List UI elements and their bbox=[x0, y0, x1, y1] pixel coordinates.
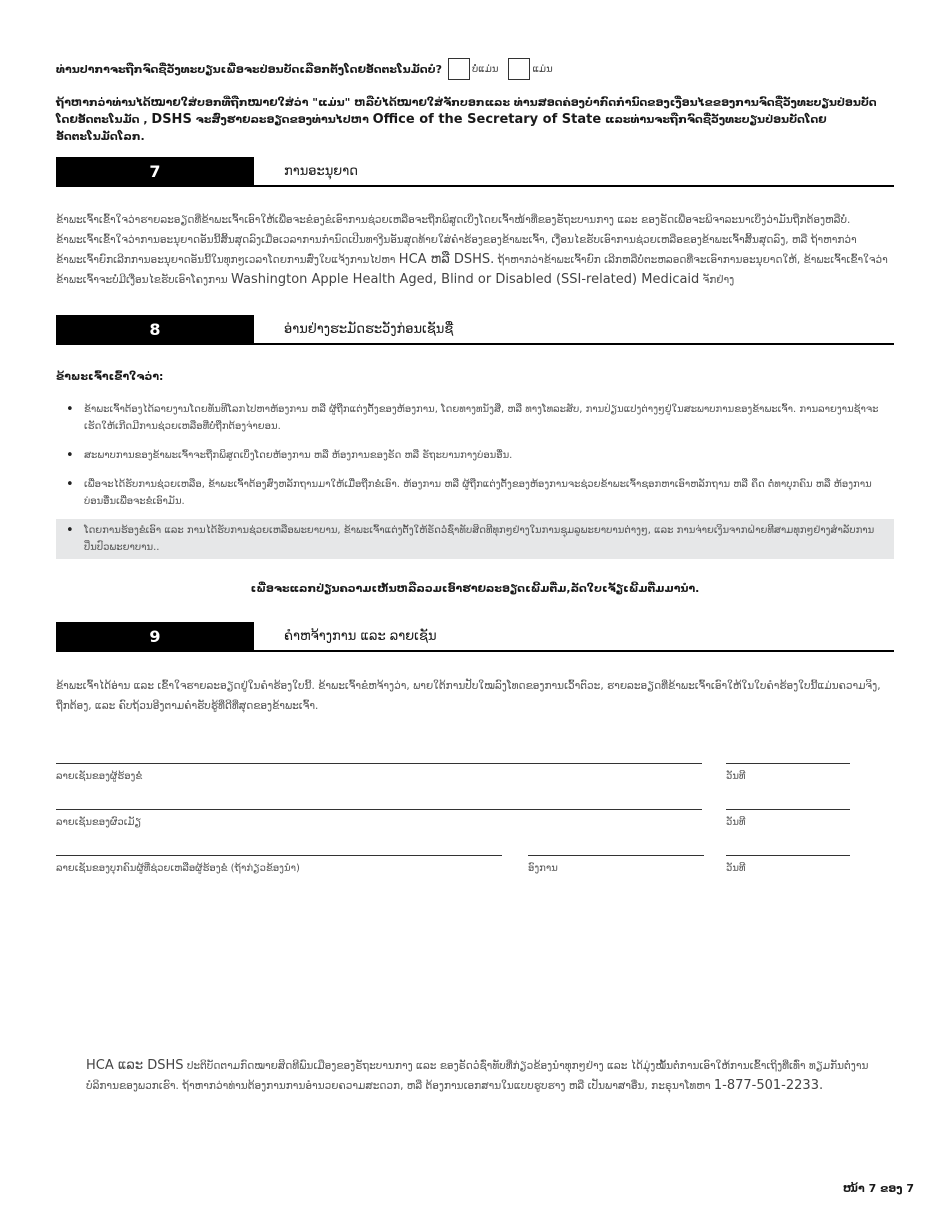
question-text: ທ່ານປາກາຈະຖືກຈົດຊື່ວັງທະບຽນເພື່ອຈະປ່ອນບັດເລືອກຕັ້ງໂດຍອັດຕະໂນມັດບໍ? bbox=[56, 62, 443, 76]
note-text-b: ຈະສົ່ງຮາຍລະອຽດຂອງທ່ານໄປຫາ bbox=[195, 113, 369, 126]
helper-date-line[interactable] bbox=[726, 855, 850, 856]
helper-date-label: ວັນທີ bbox=[726, 863, 746, 874]
helper-signature-line[interactable] bbox=[56, 855, 502, 856]
list-item: • ສະພາບການຂອງຂ້າພະເຈົ້າຈະຖືກພິສູດເບິ່ງໂດຍຫ້ອງການ ຫລື ຫ້ອງການຂອງຣັດ ຫລື ຣັຖະບານກາງບ່ອນອື່ນ. bbox=[56, 444, 894, 467]
applicant-signature-line[interactable] bbox=[56, 763, 702, 764]
spouse-date-label: ວັນທີ bbox=[726, 817, 746, 828]
voter-registration-note bbox=[56, 94, 886, 145]
declaration-paragraph: ຂ້າພະເຈົ້າໄດ້ອ່ານ ແລະ ເຂົ້າໃຈຮາຍລະອຽດຢູ່ໃນຄໍາຮ້ອງໃບນີ້. ຂ້າພະເຈົ້າຂໍຫຈ້າງວ່າ, ພາຍໃຕ້ການປັບໃໝລົງໂທດຂອງການເວົ້າຕົວະ, ຮາຍລະອຽດທີ່ຂ້າພະເຈົ້າເອົາໃຫ້ໃນໃບຄໍາຮ້ອງໃບນີ້ແມ່ນຄວາມຈິງ, ຖືກຕ້ອງ, ແລະ ຄົບຖ້ວນອີງຕາມຄໍາຮັບຮູ້ທີ່ດີທີ່ສຸດຂອງຂ້າພະເຈົ້າ. bbox=[56, 680, 881, 712]
list-item: • ເພື່ອຈະໄດ້ຮັບການຊ່ວຍເຫລືອ, ຂ້າພະເຈົ້າຕ້ອງສົ່ງຫລັກຖານມາໃຫ້ເມື່ອຖືກຂໍເອົາ. ຫ້ອງການ ຫລື ຜູ້ຖືກແຕ່ງຕັ້ງຂອງຫ້ອງການຈະຊ່ວຍຂ້າພະເຈົ້າຊອກຫາເອົາຫລັກຖານ ຫລື ຄຶດ ຕໍ່ທາບຸກຄົນ ຫລື ຫ້ອງການບ່ອນອື່ນເພື່ອຈະຂໍເອົາມັນ. bbox=[56, 473, 894, 513]
understanding-list bbox=[56, 398, 894, 565]
applicant-signature-label: ລາຍເຊັນຂອງຜູ້ຮ້ອງຂໍ bbox=[56, 771, 143, 782]
spouse-signature-line[interactable] bbox=[56, 809, 702, 810]
spouse-signature-label: ລາຍເຊັນຂອງຜົວເມັຽ bbox=[56, 817, 142, 828]
list-item: • ຂ້າພະເຈົ້າຕ້ອງໄດ້ລາຍງານໂດຍທັນທີໂລກໄປຫາຫ້ອງການ ຫລື ຜູ້ຖືກແຕ່ງຕັ້ງຂອງຫ້ອງການ, ໂດຍທາງທນັງສື, ຫລື ທາງໂທລະສັບ, ການປ່ຽນແປງຕ່າງໆຢູ່ໃນສະພາບການຂອງຂ້າພະເຈົ້າ. ການລາຍງານຊ້າຈະເຮັດໃຫ້ເກີດມີການຊ່ວຍເຫລືອທີ່ບໍ່ຖືກຕ້ອງຈ່າຍອນ. bbox=[56, 398, 894, 438]
authorization-org: HCA ຫລື DSHS. bbox=[398, 252, 495, 267]
auto-voter-registration-question bbox=[56, 58, 557, 80]
helper-signature-label: ລາຍເຊັນຂອງບຸກຄົນຜູ້ທີ່ຊ່ວຍເຫລືອຜູ້ຮ້ອງຂໍ (ຖ້າກ່ຽວຂ້ອງນໍາ) bbox=[56, 863, 300, 874]
spouse-date-line[interactable] bbox=[726, 809, 850, 810]
section-title: ອ່ານຢ່າງຮະມັດຮະວັງກ່ອນເຊັນຊື່ bbox=[284, 321, 454, 337]
applicant-date-line[interactable] bbox=[726, 763, 850, 764]
yes-checkbox-label: ບໍ່ແມ່ນ bbox=[472, 63, 499, 75]
authorization-paragraph bbox=[56, 210, 896, 290]
yes-checkbox[interactable] bbox=[448, 58, 470, 80]
footer-text: ປະຕິບັດຕາມກົດໝາຍສິດທີພົນເມືອງຂອງຣັຖະບານກາງ ແລະ ຂອງຣັດວໍຊົ່າທັບທີ່ກ່ຽວຂ້ອງນໍາທຸກໆຢ່າງ ແລະ ໄດ້ມຸ່ງໝັ້ນຕໍ່ການເອົາໃຫ້ການເຂົ້າເຖິງທີ່ເທົ່າ ທຽມກັນຕໍ່ງານບໍລິການຂອງພວກເຮົາ. ຖ້າຫາກວ່າທ່ານຕ້ອງການການອໍານວຍຄວາມສະດວກ, ຫລື ຕ້ອງການເອກສານໃນແບບຮູບຮາງ ຫລື ເປັນພາສາອື່ນ, ກະຣຸນາໂທຫາ bbox=[86, 1060, 869, 1092]
authorization-text-c: ຈັກຢ່າງ bbox=[702, 274, 735, 286]
section-number: 9 bbox=[56, 622, 254, 650]
agency-label: ອົງການ bbox=[528, 863, 558, 874]
nondiscrimination-footer bbox=[86, 1056, 886, 1096]
agency-line[interactable] bbox=[528, 855, 704, 856]
no-checkbox-label: ແມ່ນ bbox=[532, 63, 553, 75]
no-checkbox[interactable] bbox=[508, 58, 530, 80]
section-number: 8 bbox=[56, 315, 254, 343]
extra-pages-note: ເພື່ອຈະແລກປ່ຽນຄວາມເຫັນຫລືລວມເອົາຮາຍລະອຽດເພີ້ມຕື່ມ,ລັດໃບເຈັ້ຽເພີ້ມຕື່ມມານໍາ. bbox=[250, 582, 700, 595]
authorization-text-a: ຂ້າພະເຈົ້າເຂົ້າໃຈວ່າຮາຍລະອຽດທີ່ຂ້າພະເຈົ້າເອົາໃຫ້ເພື່ອຈະຂໍອງຂໍເອົາການຊ່ວຍເຫລືອຈະຖືກພິສູດເບິ່ງໂດຍເຈົ້າໜ້າທີ່ຂອງຣັຖະບານກາງ ແລະ ຂອງຣັດເພື່ອຈະພິຈາລະນາເບິ່ງວ່າມັນຖືກຕ້ອງຫລືບໍ່. ຂ້າພະເຈົ້າເຂົ້າໃຈວ່າການອະນຸຍາດອັນນີ້ສິ້ນສຸດລົງເມື່ອເວລາການກໍານົດເປີນທາງີນອັນສຸດທ້າຍໃສ່ຄໍາຮ້ອງຂອງຂ້າພະເຈົ້າ, ເງື່ອນໄຂຮັບເອົາການຊ່ວຍເຫລືອຂອງຂ້າພະເຈົ້າສິ້ນສຸດລົງ, ຫລື ຖ້າຫາກວ່າຂ້າພະເຈົ້າຍົກເລີກການອະນຸຍາດອັນນີ້ໃນທຸກໆເວລາໂດຍການສົ່ງໃບແຈ້ງການໄປຫາ bbox=[56, 214, 857, 266]
applicant-date-label: ວັນທີ bbox=[726, 771, 746, 782]
section-8-header bbox=[56, 315, 894, 345]
footer-org: HCA ແລະ DSHS bbox=[86, 1058, 184, 1073]
note-org-b: Office of the Secretary of State bbox=[372, 112, 602, 127]
footer-phone: 1-877-501-2233. bbox=[713, 1078, 824, 1093]
section-7-header bbox=[56, 157, 894, 187]
section-title: ຄໍາຫຈ້າງການ ແລະ ລາຍເຊັນ bbox=[284, 628, 437, 644]
note-org-a: DSHS bbox=[151, 112, 192, 127]
note-text-c: ແລະທ່ານຈະຖືກຈົດຊື່ວັງທະບຽນປ່ອນບັດໂດຍອັດຕະໂນມັດໂລກ. bbox=[56, 113, 827, 143]
section-number: 7 bbox=[56, 157, 254, 185]
list-item: • ໂດຍການຮ້ອງຂໍເອົາ ແລະ ການໄດ້ຮັບການຊ່ວຍເຫລືອພະຍາບານ, ຂ້າພະເຈົ້າແຕ່ງຕັ້ງໃຫ້ຣັດວໍຊົ່າທັບສິດທີທຸກໆຢ່າງໃນການຊຸມລູພະຍາບານຕ່າງໆ, ແລະ ການຈ່າຍເງິນຈາກຝ່າຍທີສາມທຸກໆຢ່າງສໍາລັບການປິ່ນປົວພະຍາບານ.. bbox=[56, 519, 894, 559]
medicaid-program-name: Washington Apple Health Aged, Blind or Disabled (SSI-related) Medicaid bbox=[231, 272, 700, 287]
authorization-text-b: ຖ້າຫາກວ່າຂ້າພະເຈົ້າຍົກ ເລີກຫລືບໍ່ຕະຫລອດທີ່ຈະເອົາການອະນຸຍາດໃຫ້, ຂ້າພະເຈົ້າເຂົ້າໃຈວ່າຂ້າພະເຈົ້າຈະບໍ່ມີເງື່ອນໄຂຮັບເອົາໂຄງການ bbox=[56, 254, 888, 286]
note-text-a: ຖ້າຫາກວ່າທ່ານໄດ້ໝາຍໃສ່ບອກທີ່ຖືກໝາຍໃສ່ວ່າ "ແມ່ນ" ຫລືບໍ່ໄດ້ໝາຍໃສ່ຈັກບອກແລະ ທ່ານສອດຄ່ອງບໍາກົດກໍານົດຂອງເງື່ອນໄຂຂອງການຈົດຊື່ວັງທະບຽນປ່ອນບັດໂດຍອັດຕະໂນມັດ , bbox=[56, 96, 877, 126]
section-9-header bbox=[56, 622, 894, 652]
understand-label: ຂ້າພະເຈົ້າເຂົ້າໃຈວ່າ: bbox=[56, 370, 164, 383]
page-number: ໜ້າ 7 ຂອງ 7 bbox=[843, 1182, 914, 1195]
section-title: ການອະນຸຍາດ bbox=[284, 163, 358, 179]
